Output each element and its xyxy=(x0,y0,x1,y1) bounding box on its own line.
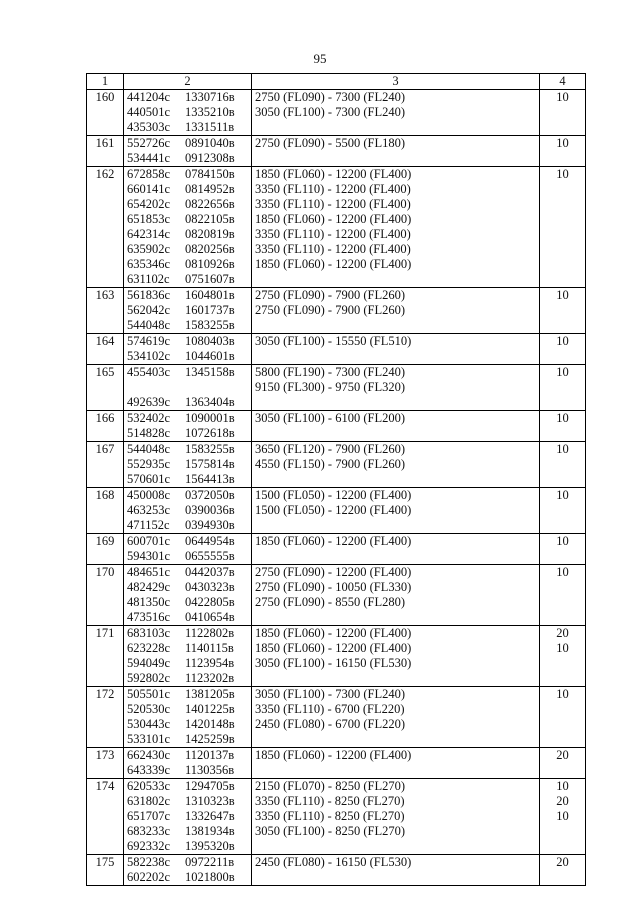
longitude-code: 1420148в xyxy=(185,717,235,731)
coordinate-pair xyxy=(127,641,248,656)
longitude-code: 1345158в xyxy=(185,365,235,379)
longitude-code: 1583255в xyxy=(185,442,235,456)
altitude-range: 3350 (FL110) - 12200 (FL400) xyxy=(255,242,411,256)
coordinates-cell xyxy=(124,442,252,488)
column-header-2: 2 xyxy=(124,74,252,90)
table-row xyxy=(87,779,586,855)
coordinates-cell xyxy=(124,136,252,167)
longitude-code: 0814952в xyxy=(185,182,235,196)
altitude-range: 2750 (FL090) - 7900 (FL260) xyxy=(255,288,405,302)
value-cell xyxy=(540,411,586,442)
table-row xyxy=(87,334,586,365)
altitude-range: 2750 (FL090) - 7900 (FL260) xyxy=(255,303,405,317)
coordinate-pair xyxy=(127,610,248,625)
value: 10 xyxy=(556,442,569,456)
altitude-range: 5800 (FL190) - 7300 (FL240) xyxy=(255,365,405,379)
coordinates-cell xyxy=(124,626,252,687)
longitude-code: 1583255в xyxy=(185,318,235,332)
coordinate-pair xyxy=(127,472,248,487)
coordinate-pair xyxy=(127,105,248,120)
latitude-code: 643339с xyxy=(127,763,171,777)
coordinate-pair xyxy=(127,136,248,151)
longitude-code: 1335210в xyxy=(185,105,235,119)
latitude-code: 602202с xyxy=(127,870,171,884)
coordinates-cell xyxy=(124,365,252,411)
value-cell xyxy=(540,779,586,855)
altitude-range-cell xyxy=(252,411,540,442)
table-body xyxy=(87,90,586,886)
latitude-code: 574619с xyxy=(127,334,171,348)
coordinates-cell xyxy=(124,411,252,442)
latitude-code: 534102с xyxy=(127,349,171,363)
coordinates-cell xyxy=(124,855,252,886)
latitude-code: 594301с xyxy=(127,549,171,563)
latitude-code: 552935с xyxy=(127,457,171,471)
coordinates-cell xyxy=(124,565,252,626)
longitude-code: 0394930в xyxy=(185,518,235,532)
value-cell xyxy=(540,565,586,626)
altitude-range-cell xyxy=(252,855,540,886)
longitude-code: 1401225в xyxy=(185,702,235,716)
latitude-code: 631802с xyxy=(127,794,171,808)
value-cell xyxy=(540,534,586,565)
row-number: 172 xyxy=(87,687,124,748)
table-row xyxy=(87,534,586,565)
longitude-code: 0822105в xyxy=(185,212,235,226)
coordinate-pair xyxy=(127,90,248,105)
altitude-range: 3350 (FL110) - 12200 (FL400) xyxy=(255,197,411,211)
coordinate-pair xyxy=(127,272,248,287)
longitude-code: 1072618в xyxy=(185,426,235,440)
row-number: 175 xyxy=(87,855,124,886)
latitude-code: 530443с xyxy=(127,717,171,731)
value: 10 xyxy=(556,641,569,655)
row-number: 168 xyxy=(87,488,124,534)
altitude-range: 2450 (FL080) - 16150 (FL530) xyxy=(255,855,412,869)
coordinate-pair xyxy=(127,242,248,257)
latitude-code: 592802с xyxy=(127,671,171,685)
altitude-range-cell xyxy=(252,90,540,136)
altitude-range: 1850 (FL060) - 12200 (FL400) xyxy=(255,641,412,655)
altitude-range: 2450 (FL080) - 6700 (FL220) xyxy=(255,717,405,731)
altitude-range-cell xyxy=(252,779,540,855)
latitude-code: 662430с xyxy=(127,748,171,762)
column-header-3: 3 xyxy=(252,74,540,90)
latitude-code: 562042с xyxy=(127,303,171,317)
latitude-code: 441204с xyxy=(127,90,171,104)
longitude-code: 0410654в xyxy=(185,610,235,624)
altitude-range-cell xyxy=(252,334,540,365)
value: 10 xyxy=(556,488,569,502)
longitude-code: 1395320в xyxy=(185,839,235,853)
altitude-range: 2750 (FL090) - 7300 (FL240) xyxy=(255,90,405,104)
latitude-code: 582238с xyxy=(127,855,171,869)
value: 10 xyxy=(556,288,569,302)
altitude-range: 3050 (FL100) - 16150 (FL530) xyxy=(255,656,412,670)
longitude-code: 0655555в xyxy=(185,549,235,563)
latitude-code: 654202с xyxy=(127,197,171,211)
coordinate-pair xyxy=(127,839,248,854)
coordinate-pair xyxy=(127,503,248,518)
longitude-code: 1381205в xyxy=(185,687,235,701)
longitude-code: 0751607в xyxy=(185,272,235,286)
longitude-code: 1021800в xyxy=(185,870,235,884)
longitude-code: 1123954в xyxy=(185,656,235,670)
coordinate-pair xyxy=(127,303,248,318)
longitude-code: 0390036в xyxy=(185,503,235,517)
coordinate-pair xyxy=(127,518,248,533)
coordinate-pair xyxy=(127,257,248,272)
row-number: 171 xyxy=(87,626,124,687)
value: 20 xyxy=(556,855,569,869)
coordinate-pair xyxy=(127,426,248,441)
coordinate-pair xyxy=(127,151,248,166)
longitude-code: 0891040в xyxy=(185,136,235,150)
coordinate-pair xyxy=(127,318,248,333)
latitude-code: 683103с xyxy=(127,626,171,640)
coordinate-pair xyxy=(127,824,248,839)
value: 10 xyxy=(556,809,569,823)
latitude-code: 672858с xyxy=(127,167,171,181)
altitude-range: 3350 (FL110) - 6700 (FL220) xyxy=(255,702,405,716)
coordinate-pair xyxy=(127,870,248,885)
coordinate-pair xyxy=(127,395,248,410)
longitude-code: 1120137в xyxy=(185,748,235,762)
table-row xyxy=(87,167,586,288)
longitude-code: 1575814в xyxy=(185,457,235,471)
altitude-range: 1850 (FL060) - 12200 (FL400) xyxy=(255,626,412,640)
latitude-code: 482429с xyxy=(127,580,171,594)
coordinate-pair xyxy=(127,334,248,349)
altitude-range: 3050 (FL100) - 6100 (FL200) xyxy=(255,411,405,425)
value-cell xyxy=(540,626,586,687)
longitude-code: 1332647в xyxy=(185,809,235,823)
value: 10 xyxy=(556,334,569,348)
value-cell xyxy=(540,90,586,136)
coordinate-pair xyxy=(127,212,248,227)
altitude-range: 2750 (FL090) - 12200 (FL400) xyxy=(255,565,412,579)
table-row xyxy=(87,748,586,779)
value: 10 xyxy=(556,565,569,579)
altitude-range: 3650 (FL120) - 7900 (FL260) xyxy=(255,442,405,456)
altitude-range-cell xyxy=(252,687,540,748)
table-row xyxy=(87,365,586,411)
row-number: 164 xyxy=(87,334,124,365)
latitude-code: 484651с xyxy=(127,565,171,579)
coordinate-pair xyxy=(127,488,248,503)
altitude-range: 3050 (FL100) - 15550 (FL510) xyxy=(255,334,412,348)
altitude-range: 3350 (FL110) - 8250 (FL270) xyxy=(255,809,405,823)
value: 10 xyxy=(556,534,569,548)
longitude-code: 1564413в xyxy=(185,472,235,486)
coordinates-cell xyxy=(124,167,252,288)
altitude-range: 1500 (FL050) - 12200 (FL400) xyxy=(255,488,412,502)
latitude-code: 471152с xyxy=(127,518,170,532)
latitude-code: 544048с xyxy=(127,442,171,456)
row-number: 163 xyxy=(87,288,124,334)
coordinate-pair xyxy=(127,365,248,380)
altitude-range: 3350 (FL110) - 8250 (FL270) xyxy=(255,794,405,808)
latitude-code: 660141с xyxy=(127,182,171,196)
table-row xyxy=(87,136,586,167)
value-cell xyxy=(540,748,586,779)
longitude-code: 0784150в xyxy=(185,167,235,181)
latitude-code: 435303с xyxy=(127,120,171,134)
coordinate-pair xyxy=(127,794,248,809)
longitude-code: 0442037в xyxy=(185,565,235,579)
coordinate-pair xyxy=(127,748,248,763)
table-row xyxy=(87,565,586,626)
coordinate-pair xyxy=(127,626,248,641)
value: 10 xyxy=(556,90,569,104)
coordinate-pair xyxy=(127,671,248,686)
value: 10 xyxy=(556,365,569,379)
latitude-code: 631102с xyxy=(127,272,170,286)
altitude-range: 3050 (FL100) - 7300 (FL240) xyxy=(255,105,405,119)
latitude-code: 570601с xyxy=(127,472,171,486)
value: 10 xyxy=(556,167,569,181)
latitude-code: 440501с xyxy=(127,105,171,119)
latitude-code: 683233с xyxy=(127,824,171,838)
column-header-1: 1 xyxy=(87,74,124,90)
longitude-code: 1363404в xyxy=(185,395,235,409)
coordinates-cell xyxy=(124,90,252,136)
coordinate-pair xyxy=(127,809,248,824)
coordinates-cell xyxy=(124,779,252,855)
value-cell xyxy=(540,136,586,167)
coordinate-pair xyxy=(127,227,248,242)
latitude-code: 651853с xyxy=(127,212,171,226)
row-number: 167 xyxy=(87,442,124,488)
longitude-code: 0372050в xyxy=(185,488,235,502)
altitude-range: 4550 (FL150) - 7900 (FL260) xyxy=(255,457,405,471)
altitude-range: 1500 (FL050) - 12200 (FL400) xyxy=(255,503,412,517)
value-cell xyxy=(540,167,586,288)
latitude-code: 651707с xyxy=(127,809,171,823)
table-row xyxy=(87,442,586,488)
altitude-range-cell xyxy=(252,365,540,411)
coordinate-pair xyxy=(127,197,248,212)
longitude-code: 1381934в xyxy=(185,824,235,838)
altitude-range: 2750 (FL090) - 5500 (FL180) xyxy=(255,136,405,150)
longitude-code: 1310323в xyxy=(185,794,235,808)
longitude-code: 1080403в xyxy=(185,334,235,348)
altitude-range-cell xyxy=(252,748,540,779)
latitude-code: 635346с xyxy=(127,257,171,271)
table-row xyxy=(87,687,586,748)
coordinate-pair xyxy=(127,534,248,549)
latitude-code: 534441с xyxy=(127,151,171,165)
value-cell xyxy=(540,687,586,748)
coordinates-cell xyxy=(124,748,252,779)
row-number: 169 xyxy=(87,534,124,565)
row-number: 160 xyxy=(87,90,124,136)
longitude-code: 1044601в xyxy=(185,349,235,363)
longitude-code: 0430323в xyxy=(185,580,235,594)
latitude-code: 450008с xyxy=(127,488,171,502)
latitude-code: 642314с xyxy=(127,227,171,241)
coordinate-pair xyxy=(127,656,248,671)
coordinate-pair xyxy=(127,120,248,135)
coordinate-pair xyxy=(127,595,248,610)
coordinates-cell xyxy=(124,288,252,334)
longitude-code: 1425259в xyxy=(185,732,235,746)
altitude-range: 1850 (FL060) - 12200 (FL400) xyxy=(255,748,412,762)
altitude-range: 3350 (FL110) - 12200 (FL400) xyxy=(255,182,411,196)
altitude-range: 3050 (FL100) - 7300 (FL240) xyxy=(255,687,405,701)
longitude-code: 1140115в xyxy=(185,641,234,655)
altitude-range: 2750 (FL090) - 10050 (FL330) xyxy=(255,580,412,594)
latitude-code: 692332с xyxy=(127,839,171,853)
row-number: 174 xyxy=(87,779,124,855)
altitude-range: 9150 (FL300) - 9750 (FL320) xyxy=(255,380,405,394)
latitude-code: 600701с xyxy=(127,534,171,548)
latitude-code: 561836с xyxy=(127,288,171,302)
coordinates-cell xyxy=(124,488,252,534)
value-cell xyxy=(540,442,586,488)
value-cell xyxy=(540,488,586,534)
longitude-code: 1604801в xyxy=(185,288,235,302)
latitude-code: 594049с xyxy=(127,656,171,670)
altitude-range: 3350 (FL110) - 12200 (FL400) xyxy=(255,227,411,241)
altitude-range: 1850 (FL060) - 12200 (FL400) xyxy=(255,534,412,548)
coordinate-pair xyxy=(127,457,248,472)
coordinates-table xyxy=(86,73,586,886)
column-header-4: 4 xyxy=(540,74,586,90)
altitude-range-cell xyxy=(252,288,540,334)
header-row xyxy=(87,74,586,90)
table-row xyxy=(87,626,586,687)
value: 20 xyxy=(556,794,569,808)
longitude-code: 0810926в xyxy=(185,257,235,271)
latitude-code: 455403с xyxy=(127,365,171,379)
coordinate-pair xyxy=(127,732,248,747)
longitude-code: 0822656в xyxy=(185,197,235,211)
value-cell xyxy=(540,365,586,411)
row-number: 161 xyxy=(87,136,124,167)
table-row xyxy=(87,411,586,442)
page-number: 95 xyxy=(313,51,327,66)
latitude-code: 520530с xyxy=(127,702,171,716)
altitude-range: 2150 (FL070) - 8250 (FL270) xyxy=(255,779,405,793)
latitude-code: 533101с xyxy=(127,732,171,746)
latitude-code: 552726с xyxy=(127,136,171,150)
longitude-code: 1294705в xyxy=(185,779,235,793)
altitude-range-cell xyxy=(252,626,540,687)
coordinate-pair xyxy=(127,565,248,580)
latitude-code: 635902с xyxy=(127,242,171,256)
coordinate-pair xyxy=(127,182,248,197)
altitude-range-cell xyxy=(252,442,540,488)
altitude-range-cell xyxy=(252,136,540,167)
coordinates-cell xyxy=(124,534,252,565)
longitude-code: 0644954в xyxy=(185,534,235,548)
altitude-range: 2750 (FL090) - 8550 (FL280) xyxy=(255,595,405,609)
longitude-code: 0820819в xyxy=(185,227,235,241)
latitude-code: 620533с xyxy=(127,779,171,793)
altitude-range-cell xyxy=(252,565,540,626)
coordinate-pair xyxy=(127,442,248,457)
coordinate-pair xyxy=(127,580,248,595)
longitude-code: 0912308в xyxy=(185,151,235,165)
longitude-code: 1601737в xyxy=(185,303,235,317)
value-cell xyxy=(540,288,586,334)
coordinate-pair xyxy=(127,288,248,303)
altitude-range-cell xyxy=(252,167,540,288)
value: 10 xyxy=(556,687,569,701)
coordinate-pair xyxy=(127,349,248,364)
altitude-range: 1850 (FL060) - 12200 (FL400) xyxy=(255,167,412,181)
latitude-code: 463253с xyxy=(127,503,171,517)
latitude-code: 532402с xyxy=(127,411,171,425)
table-row xyxy=(87,855,586,886)
row-number: 166 xyxy=(87,411,124,442)
table-row xyxy=(87,488,586,534)
longitude-code: 0422805в xyxy=(185,595,235,609)
longitude-code: 1331511в xyxy=(185,120,235,134)
longitude-code: 1122802в xyxy=(185,626,235,640)
longitude-code: 1330716в xyxy=(185,90,235,104)
coordinate-pair xyxy=(127,702,248,717)
coordinate-pair xyxy=(127,763,248,778)
row-number: 165 xyxy=(87,365,124,411)
value: 20 xyxy=(556,626,569,640)
latitude-code: 492639с xyxy=(127,395,171,409)
coordinate-pair xyxy=(127,411,248,426)
longitude-code: 1130356в xyxy=(185,763,235,777)
row-number: 162 xyxy=(87,167,124,288)
value: 10 xyxy=(556,411,569,425)
value-cell xyxy=(540,855,586,886)
longitude-code: 0972211в xyxy=(185,855,235,869)
latitude-code: 481350с xyxy=(127,595,171,609)
value: 20 xyxy=(556,748,569,762)
table-row xyxy=(87,90,586,136)
longitude-code: 0820256в xyxy=(185,242,235,256)
altitude-range: 1850 (FL060) - 12200 (FL400) xyxy=(255,212,412,226)
coordinate-pair xyxy=(127,167,248,182)
coordinate-pair xyxy=(127,549,248,564)
coordinate-pair xyxy=(127,779,248,794)
latitude-code: 473516с xyxy=(127,610,171,624)
altitude-range: 1850 (FL060) - 12200 (FL400) xyxy=(255,257,412,271)
coordinate-pair xyxy=(127,717,248,732)
latitude-code: 505501с xyxy=(127,687,171,701)
altitude-range: 3050 (FL100) - 8250 (FL270) xyxy=(255,824,405,838)
coordinates-cell xyxy=(124,334,252,365)
latitude-code: 544048с xyxy=(127,318,171,332)
value: 10 xyxy=(556,136,569,150)
longitude-code: 1090001в xyxy=(185,411,235,425)
coordinate-pair xyxy=(127,687,248,702)
value-cell xyxy=(540,334,586,365)
coordinate-pair xyxy=(127,380,248,395)
coordinate-pair xyxy=(127,855,248,870)
row-number: 173 xyxy=(87,748,124,779)
value: 10 xyxy=(556,779,569,793)
row-number: 170 xyxy=(87,565,124,626)
longitude-code: 1123202в xyxy=(185,671,235,685)
altitude-range-cell xyxy=(252,488,540,534)
coordinates-cell xyxy=(124,687,252,748)
latitude-code: 514828с xyxy=(127,426,171,440)
latitude-code: 623228с xyxy=(127,641,171,655)
table-row xyxy=(87,288,586,334)
altitude-range-cell xyxy=(252,534,540,565)
